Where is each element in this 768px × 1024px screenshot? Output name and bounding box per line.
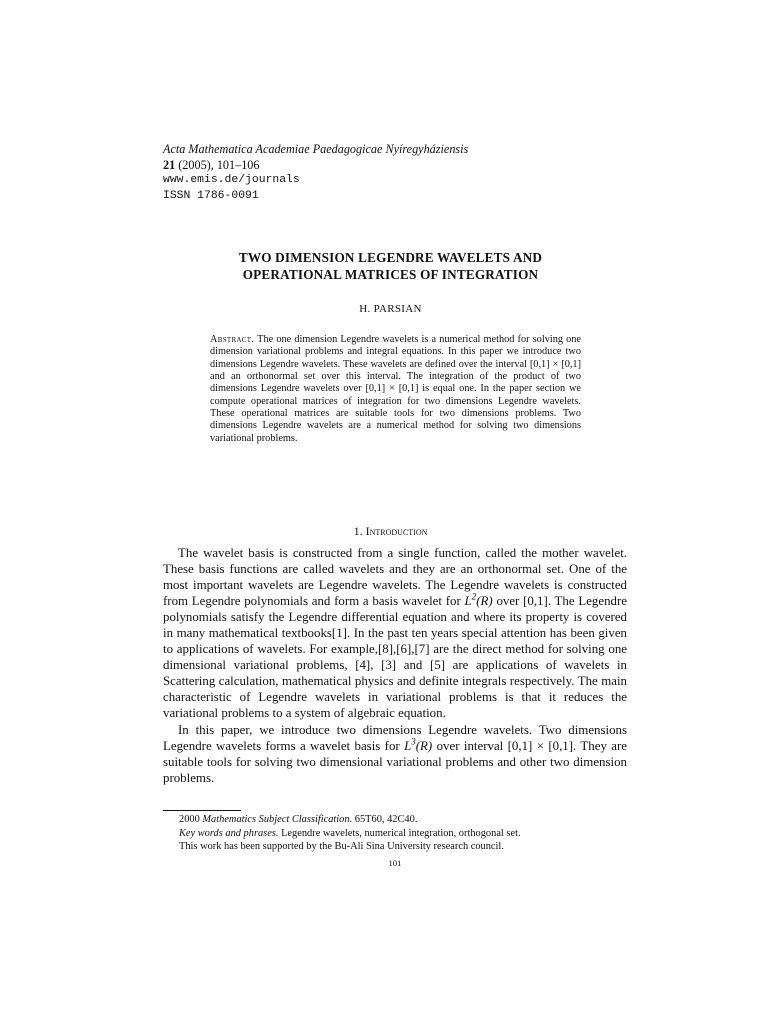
journal-name: Acta Mathematica Academiae Paedagogicae Nyíregyháziensis [163,142,469,156]
paragraph-1-text-b: over [0,1]. The Legendre polynomials satisfy the Legendre differential equation and where its property is covered in many mathematical textbooks[1]. In the past ten years special attention has been given to applications of wavelets. For example,[8],[6],[7] are the direct method for solving one dimensional variational problems, [4], [3] and [5] are applications of wavelets in Scattering calculation, mathematical physics and definite integrals respectively. The main characteristic of Legendre wavelets in variational problems is that it reduces the variational problems to a system of algebraic equation. [163,594,627,721]
l3-base: L [404,738,412,753]
l2-argument: (R) [476,594,493,609]
l2-base: L [464,594,472,609]
section-name: Introduction [365,524,428,538]
section-number: 1. [353,524,363,538]
issn: ISSN 1786-0091 [163,189,259,202]
section-heading [163,524,618,539]
paragraph-1-text-a: The wavelet basis is constructed from a single function, called the mother wavelet. These basis functions are called wavelets and they are an orthonormal set. One of the most important wavelets are Legendre wavelets. The Legendre wavelets is constructed from Legendre polynomials and form a basis wavelet for [163,546,627,609]
paragraph-2-text-b: over interval [0,1] × [0,1]. They are suitable tools for solving two dimensional variational problems and other two dimension problems. [163,738,628,785]
paragraph-1 [163,545,627,722]
footnote-keywords [163,827,627,841]
keywords-value: Legendre wavelets, numerical integration, orthogonal set. [278,827,521,839]
msc-year: 2000 [179,814,203,825]
paper-title [163,249,618,283]
paragraph-2-text-a: In this paper, we introduce two dimensions Legendre wavelets. Two dimensions Legendre wavelets forms a wavelet basis for [163,722,627,753]
volume-line [163,158,468,174]
volume-number: 21 [163,157,176,172]
abstract [210,334,581,445]
l3-symbol [404,736,433,753]
l3-exponent: 3 [411,736,416,747]
title-line-1: TWO DIMENSION LEGENDRE WAVELETS AND [238,250,543,265]
abstract-text: The one dimension Legendre wavelets is a numerical method for solving one dimension variational problems and integral equations. In this paper we introduce two dimensions Legendre wavelets. These wavelets are defined over the interval [0,1] × [0,1] and an orthonormal set over this interval. The integration of the product of two dimensions Legendre wavelets over [0,1] × [0,1] is equal one. In the paper section we compute operational matrices of integration for two dimensions Legendre wavelets. These operational matrices are suitable tools for two dimensions problems. Two dimensions Legendre wavelets are a numerical method for solving two dimensions variational problems. [210,334,581,444]
journal-header [163,142,468,204]
msc-value: 65T60, 42C40. [352,814,418,825]
page-number: 101 [388,858,402,868]
footnotes [163,813,627,854]
footnote-msc [163,813,627,827]
footnote-rule [163,810,241,811]
l3-argument: (R) [415,738,433,753]
journal-url[interactable]: www.emis.de/journals [163,174,300,186]
author: H. PARSIAN [359,303,422,315]
l2-symbol [464,591,493,609]
keywords-label: Key words and phrases. [179,827,279,839]
year-pages: (2005), 101–106 [175,157,260,172]
l2-exponent: 2 [471,591,477,602]
title-line-2: OPERATIONAL MATRICES OF INTEGRATION [242,267,539,282]
abstract-label: Abstract. [210,334,255,345]
footnote-support: This work has been supported by the Bu-Ali Sina University research council. [179,841,504,852]
msc-label: Mathematics Subject Classification. [202,814,353,825]
section-body [163,545,627,786]
paragraph-2 [163,722,627,786]
